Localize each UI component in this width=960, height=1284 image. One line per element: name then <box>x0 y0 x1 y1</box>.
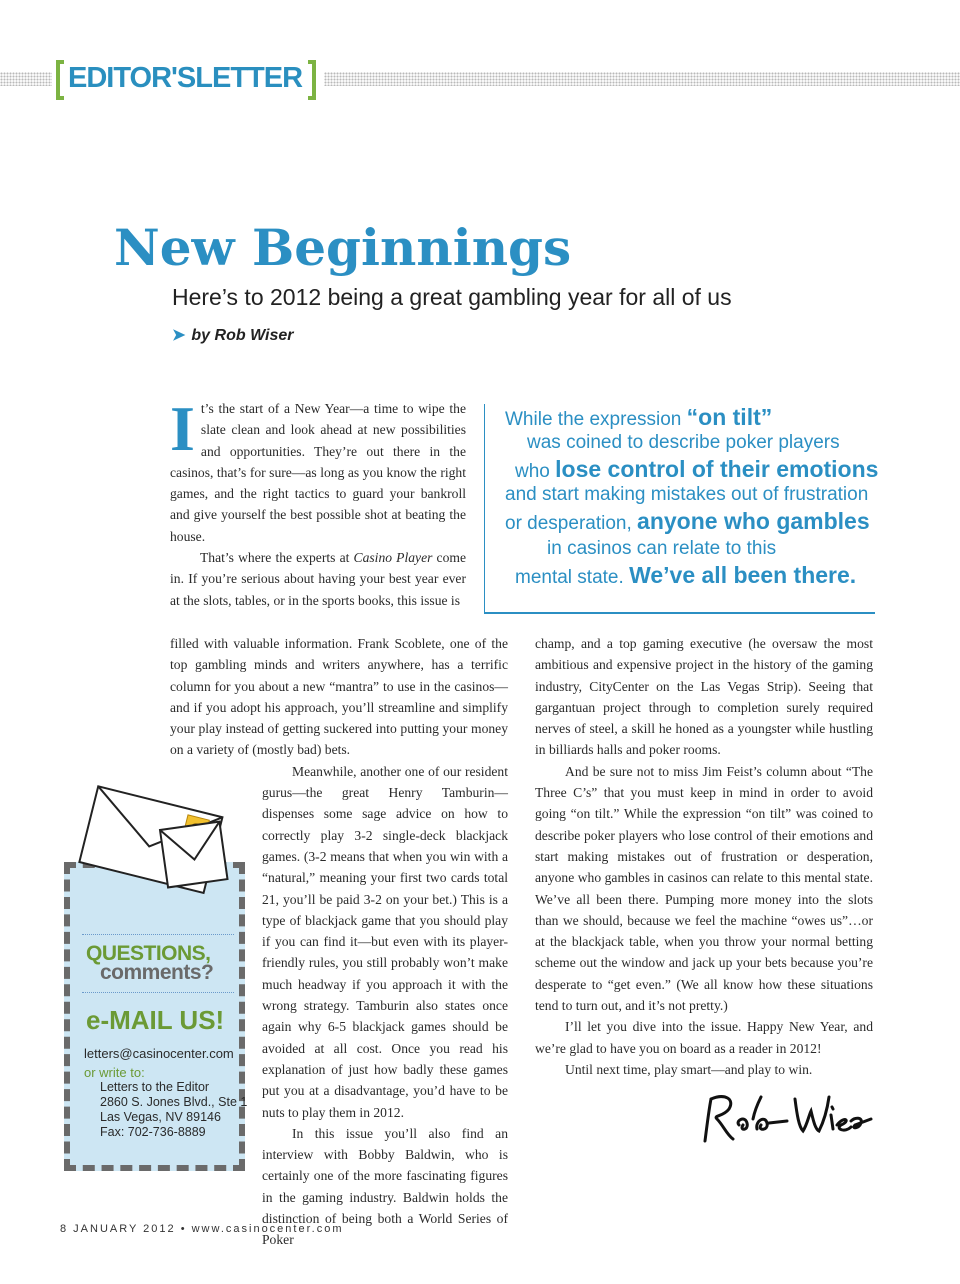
article-subhead: Here’s to 2012 being a great gambling year for all of us <box>172 284 732 310</box>
email-link[interactable]: letters@casinocenter.com <box>84 1046 234 1061</box>
header-dots-left <box>0 72 52 86</box>
magazine-name: Casino Player <box>353 550 433 566</box>
pull-quote-line: was coined to describe poker players <box>527 432 840 453</box>
paragraph: champ, and a top gaming executive (he oversaw the most ambitious and expensive project in the history of the gaming industry, CityCenter on the Las Vegas Strip). Seeing that gargantuan project through to completion surely required nerves of steel, a skill he honed as a youngster while hustling in billiards halls and poker rooms. <box>535 636 873 758</box>
signature-image <box>695 1085 885 1155</box>
paragraph-text: t’s the start of a New Year—a time to wipe the slate clean and look ahead at new possibilities and opportunities. They’re out there in the casinos, that’s for sure—as long as you know the right games, and the right tactics to guard your bankroll and give yourself the best possible shot at beating the house. <box>170 401 466 544</box>
pull-quote-emphasis: anyone who gambles <box>637 508 870 534</box>
paragraph: And be sure not to miss Jim Feist’s column about “The Three C’s” that you must keep in mind in order to avoid going “on tilt.” While the expression “on tilt” was coined to describe poker players who lose control of their emotions and start making mistakes out of frustration or desperation, anyone who gambles in casinos can relate to this mental state. We’ve all been there. Pumping more money into the slots than we should, because we feel the machine “owes us”…or at the blackjack table, when you throw your normal betting scheme out the window and jack up your bets because you’re desperate to “get even.” (We all know how these situations tend to turn out, and it’s not pretty.) <box>535 763 873 1014</box>
questions-label: QUESTIONS, <box>86 942 211 965</box>
questions-heading <box>86 944 213 982</box>
page-footer: 8 JANUARY 2012 • www.casinocenter.com <box>60 1223 344 1235</box>
pull-quote-emphasis: We’ve all been there. <box>629 562 857 588</box>
pull-quote-emphasis: lose control of their emotions <box>555 456 879 482</box>
pull-quote-text: While the expression <box>505 409 687 430</box>
paragraph-text: come in. If you’re serious about having your best year ever at the slots, tables, or in the sports books, this issue is <box>170 550 466 608</box>
pull-quote-emphasis: “on tilt” <box>686 404 773 430</box>
divider <box>82 992 234 993</box>
header-bracket-left <box>56 60 64 100</box>
section-label: EDITOR'SLETTER <box>68 62 303 94</box>
drop-cap: I <box>170 393 195 464</box>
pull-quote-text: or desperation, <box>505 513 638 534</box>
paragraph: I’ll let you dive into the issue. Happy New Year, and we’re glad to have you on board as a reader in 2012! <box>535 1019 873 1056</box>
envelope-icon <box>76 784 236 904</box>
pull-quote-line <box>515 562 856 589</box>
paragraph-continued: filled with valuable information. Frank Scoblete, one of the top gambling minds and writers anywhere, has a terrific column for you about a new “mantra” to use in the casinos—and if you adopt his approach, you’ll streamline and simplify your play instead of getting suckered into putting your money on a variety of (mostly bad) bets. <box>170 636 508 758</box>
address-line: Letters to the Editor <box>100 1080 210 1094</box>
article-column-2 <box>535 633 873 1083</box>
comments-label: comments? <box>100 961 214 984</box>
pull-quote-line: in casinos can relate to this <box>547 538 777 559</box>
address-line: 2860 S. Jones Blvd., Ste 1 <box>100 1095 248 1109</box>
article-column-1 <box>170 393 466 630</box>
fax-line: Fax: 702-736-8889 <box>100 1125 206 1139</box>
arrow-icon: ➤ <box>172 327 186 344</box>
pull-quote <box>484 404 879 614</box>
contact-box <box>64 862 248 1171</box>
article-headline: New Beginnings <box>114 218 572 277</box>
write-to-label: or write to: <box>84 1065 145 1080</box>
paragraph <box>170 547 466 611</box>
pull-quote-text: who <box>515 461 556 482</box>
pull-quote-line: and start making mistakes out of frustration <box>505 484 869 505</box>
divider <box>82 934 234 935</box>
email-us-heading: e-MAIL US! <box>86 1005 225 1035</box>
paragraph <box>170 393 466 547</box>
pull-quote-line <box>515 456 878 483</box>
pull-quote-text: mental state. <box>515 567 630 588</box>
article-byline <box>172 325 294 345</box>
header-dots-right <box>324 72 960 86</box>
address-line: Las Vegas, NV 89146 <box>100 1110 221 1124</box>
header-bracket-right <box>308 60 316 100</box>
paragraph-text: That’s where the experts at <box>200 550 354 566</box>
paragraph: In this issue you’ll also find an interview with Bobby Baldwin, who is certainly one of the more fascinating figures in the gaming industry. Baldwin holds the distinction of being both a World Series of Poker <box>262 1125 508 1248</box>
paragraph: Meanwhile, another one of our resident gurus—the great Henry Tamburin—dispenses some sage advice on how to correctly play 3-2 single-deck blackjack games. (3-2 means that when you win with a “natural,” meaning your first two cards total 21, you’ll be paid 3-2 on your bet.) This is a type of blackjack game that you should play if you can find it—but even with its player-friendly rules, you still probably won’t make much headway if you approach it with the wrong strategy. Tamburin also states once again why 6-5 blackjack games should be avoided at all cost. Once you read his explanation of just how badly these games put you at a disadvantage, you’d have to be nuts to play them in 2012. <box>262 763 508 1120</box>
paragraph: Until next time, play smart—and play to win. <box>565 1061 813 1077</box>
pull-quote-line <box>505 404 772 431</box>
byline-text: by Rob Wiser <box>191 327 294 344</box>
pull-quote-line <box>505 508 870 535</box>
